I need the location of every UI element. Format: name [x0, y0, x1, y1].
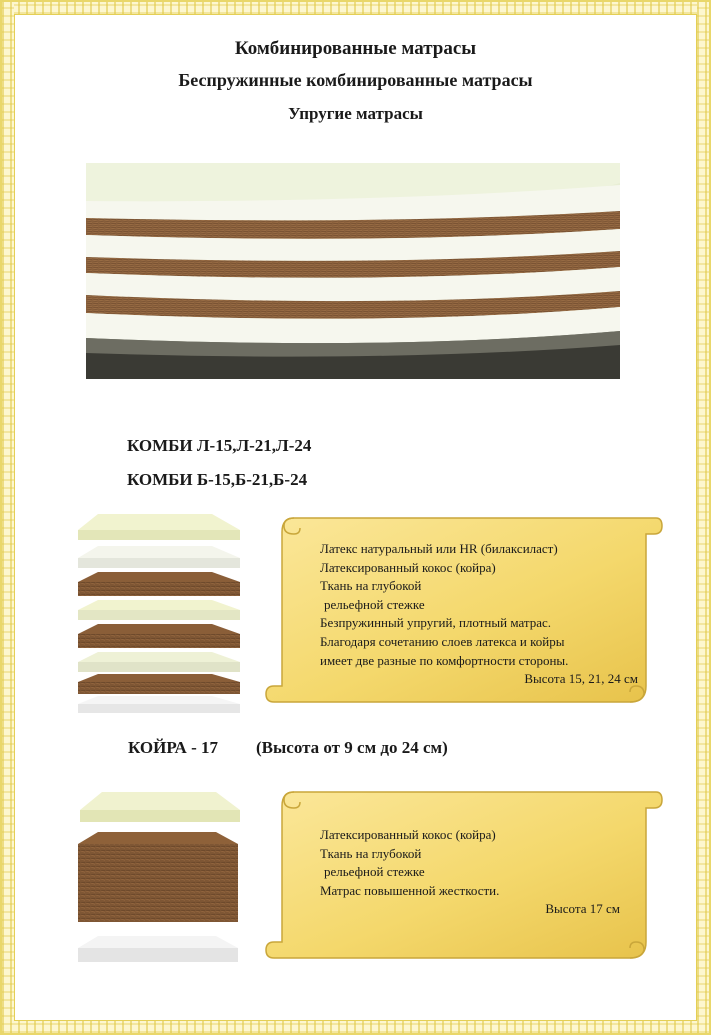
koira-model-line — [128, 738, 448, 758]
kombi-height-text: Высота 15, 21, 24 см — [524, 671, 638, 687]
border-band-bottom — [2, 1021, 709, 1033]
koira-name: КОЙРА - 17 — [128, 738, 218, 757]
koira-desc-line-1: Латексированный кокос (койра) — [320, 827, 496, 842]
page-subtitle: Беспружинные комбинированные матрасы — [178, 70, 533, 90]
kombi-desc-line-4: рельефной стежке — [324, 596, 425, 612]
kombi-desc-line-1: Латекс натуральный или HR (билаксиласт) — [320, 541, 558, 556]
kombi-desc-line-7: имеет две разные по комфортности стороны. — [320, 652, 569, 668]
mattress-layers-photo — [86, 163, 620, 379]
koira-height-range: (Высота от 9 см до 24 см) — [256, 738, 448, 757]
page-title: Комбинированные матрасы — [234, 38, 477, 59]
koira-desc-line-2: Ткань на глубокой — [320, 845, 422, 861]
koira-description-scroll — [264, 786, 664, 964]
kombi-desc-line-2: Латексированный кокос (койра) — [320, 559, 496, 575]
koira-desc-line-3: рельефной стежке — [324, 864, 425, 880]
kombi-desc-line-6: Благодаря сочетанию слоев латекса и койры — [320, 633, 565, 649]
border-band-right — [697, 2, 709, 1033]
border-band-top — [2, 2, 709, 14]
kombi-description-text — [320, 540, 638, 689]
koira-description-text — [320, 826, 620, 919]
model-line-kombi-l: КОМБИ Л-15,Л-21,Л-24 — [127, 436, 312, 455]
koira-desc-line-4: Матрас повышенной жесткости. — [320, 882, 500, 898]
kombi-layer-stack-image — [70, 510, 250, 715]
model-line-kombi-b: КОМБИ Б-15,Б-21,Б-24 — [127, 470, 308, 489]
border-band-left — [2, 2, 14, 1033]
koira-height-text: Высота 17 см — [545, 901, 620, 917]
kombi-desc-line-5: Безпружинный упругий, плотный матрас. — [320, 615, 552, 631]
kombi-desc-line-3: Ткань на глубокой — [320, 578, 422, 594]
page-subtitle-2: Упругие матрасы — [288, 104, 423, 123]
koira-layer-stack-image — [70, 790, 250, 975]
kombi-description-scroll — [264, 510, 664, 710]
